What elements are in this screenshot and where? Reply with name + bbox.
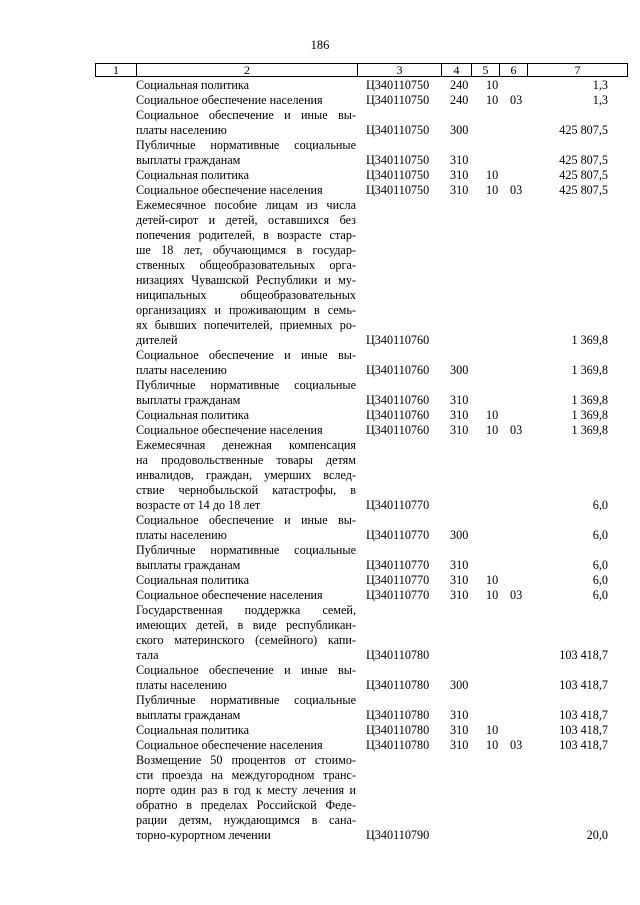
row-amount: 425 807,5 <box>559 153 608 167</box>
table-row <box>0 573 640 588</box>
row-amount: 6,0 <box>592 588 608 602</box>
row-name-line: Публичные нормативные социальные <box>136 543 356 557</box>
row-name <box>136 348 356 378</box>
table-row <box>0 168 640 183</box>
row-name-line: Публичные нормативные социальные <box>136 378 356 392</box>
row-name-line: выплаты гражданам <box>136 558 241 572</box>
row-code: Ц340110780 <box>366 708 430 722</box>
row-name <box>136 78 356 93</box>
header-col-4: 4 <box>442 64 472 76</box>
row-name-line: Социальное обеспечение населения <box>136 738 323 752</box>
row-name-line: возрасте от 14 до 18 лет <box>136 498 261 512</box>
row-name-line: Социальное обеспечение населения <box>136 588 323 602</box>
row-col-4: 300 <box>450 123 469 137</box>
row-name-line: Ежемесячное пособие лицам из числа <box>136 198 356 212</box>
row-name-line: выплаты гражданам <box>136 393 241 407</box>
row-col-5: 10 <box>486 573 499 587</box>
row-code: Ц340110780 <box>366 648 430 662</box>
row-col-4: 310 <box>450 423 469 437</box>
budget-table-body <box>0 78 640 843</box>
row-name-line: Социальная политика <box>136 408 250 422</box>
row-code: Ц340110750 <box>366 93 430 107</box>
row-col-4: 310 <box>450 708 469 722</box>
table-row <box>0 378 640 408</box>
row-name <box>136 168 356 183</box>
row-name-line: обратно в пределах Российской Феде- <box>136 798 356 812</box>
row-name <box>136 138 356 168</box>
table-row <box>0 438 640 513</box>
row-amount: 1 369,8 <box>571 423 608 437</box>
table-row <box>0 663 640 693</box>
row-name-line: Социальное обеспечение населения <box>136 93 323 107</box>
row-amount: 20,0 <box>586 828 608 842</box>
row-code: Ц340110750 <box>366 78 430 92</box>
row-amount: 103 418,7 <box>559 678 608 692</box>
row-col-5: 10 <box>486 423 499 437</box>
row-amount: 425 807,5 <box>559 123 608 137</box>
row-amount: 1,3 <box>592 93 608 107</box>
row-name <box>136 603 356 663</box>
table-row <box>0 753 640 843</box>
row-amount: 1 369,8 <box>571 363 608 377</box>
row-amount: 6,0 <box>592 528 608 542</box>
row-col-4: 310 <box>450 408 469 422</box>
row-code: Ц340110760 <box>366 333 430 347</box>
row-name-line: ствие чернобыльской катастрофы, в <box>136 483 356 497</box>
row-name <box>136 423 356 438</box>
row-col-5: 10 <box>486 93 499 107</box>
row-code: Ц340110760 <box>366 393 430 407</box>
row-amount: 1,3 <box>592 78 608 92</box>
row-name-line: Социальное обеспечение и иные вы- <box>136 348 356 362</box>
row-name-line: тала <box>136 648 159 662</box>
row-name-line: платы населению <box>136 678 227 692</box>
row-name-line: детей-сирот и детей, оставшихся без <box>136 213 356 227</box>
row-col-5: 10 <box>486 78 499 92</box>
row-name <box>136 183 356 198</box>
row-name <box>136 753 356 843</box>
row-name-line: Государственная поддержка семей, <box>136 603 356 617</box>
row-col-4: 300 <box>450 363 469 377</box>
row-name-line: ях бывших попечителей, приемных ро- <box>136 318 356 332</box>
row-name-line: попечения родителей, в возрасте стар- <box>136 228 356 242</box>
row-code: Ц340110750 <box>366 153 430 167</box>
row-name-line: Публичные нормативные социальные <box>136 693 356 707</box>
table-row <box>0 588 640 603</box>
row-col-4: 300 <box>450 678 469 692</box>
table-row <box>0 108 640 138</box>
row-name-line: платы населению <box>136 123 227 137</box>
table-row <box>0 408 640 423</box>
table-row <box>0 198 640 348</box>
row-name-line: ше 18 лет, обучающимся в государ- <box>136 243 356 257</box>
row-name-line: порте один раз в год к месту лечения и <box>136 783 356 797</box>
row-name <box>136 513 356 543</box>
row-name-line: инвалидов, граждан, умерших вслед- <box>136 468 356 482</box>
row-code: Ц340110750 <box>366 123 430 137</box>
row-code: Ц340110790 <box>366 828 430 842</box>
row-amount: 425 807,5 <box>559 168 608 182</box>
table-row <box>0 93 640 108</box>
row-name <box>136 663 356 693</box>
row-amount: 1 369,8 <box>571 393 608 407</box>
row-name <box>136 108 356 138</box>
row-name-line: рации детям, нуждающимся в сана- <box>136 813 356 827</box>
row-name <box>136 543 356 573</box>
row-name-line: Социальная политика <box>136 78 250 92</box>
row-name <box>136 198 356 348</box>
row-col-5: 10 <box>486 723 499 737</box>
table-row <box>0 138 640 168</box>
row-code: Ц340110760 <box>366 363 430 377</box>
row-name-line: Ежемесячная денежная компенсация <box>136 438 356 452</box>
table-row <box>0 183 640 198</box>
row-col-4: 310 <box>450 588 469 602</box>
row-col-4: 310 <box>450 183 469 197</box>
row-name-line: имеющих детей, в виде республикан- <box>136 618 356 632</box>
row-name <box>136 93 356 108</box>
row-col-4: 310 <box>450 153 469 167</box>
header-col-3: 3 <box>358 64 442 76</box>
table-header <box>95 63 628 77</box>
row-name <box>136 693 356 723</box>
row-name-line: выплаты гражданам <box>136 153 241 167</box>
row-code: Ц340110770 <box>366 528 430 542</box>
row-amount: 103 418,7 <box>559 648 608 662</box>
row-col-5: 10 <box>486 183 499 197</box>
row-name-line: торно-курортном лечении <box>136 828 271 842</box>
row-name-line: Социальное обеспечение населения <box>136 423 323 437</box>
header-col-6: 6 <box>500 64 528 76</box>
row-name-line: ственных общеобразовательных орга- <box>136 258 356 272</box>
row-name-line: Социальное обеспечение и иные вы- <box>136 513 356 527</box>
row-col-6: 03 <box>510 588 523 602</box>
row-name <box>136 378 356 408</box>
row-name <box>136 438 356 513</box>
row-code: Ц340110780 <box>366 738 430 752</box>
row-code: Ц340110780 <box>366 678 430 692</box>
row-code: Ц340110770 <box>366 498 430 512</box>
row-code: Ц340110780 <box>366 723 430 737</box>
row-name-line: Социальная политика <box>136 168 250 182</box>
row-col-4: 310 <box>450 723 469 737</box>
row-name-line: на продовольственные товары детям <box>136 453 356 467</box>
row-col-6: 03 <box>510 93 523 107</box>
row-col-4: 310 <box>450 738 469 752</box>
row-col-4: 310 <box>450 573 469 587</box>
row-col-4: 300 <box>450 528 469 542</box>
row-name-line: Социальная политика <box>136 723 250 737</box>
row-col-5: 10 <box>486 168 499 182</box>
row-col-4: 240 <box>450 78 469 92</box>
row-col-6: 03 <box>510 423 523 437</box>
row-code: Ц340110760 <box>366 423 430 437</box>
row-name-line: Возмещение 50 процентов от стоимо- <box>136 753 356 767</box>
table-row <box>0 78 640 93</box>
row-name-line: организациях и проживающим в семь- <box>136 303 356 317</box>
row-name-line: ского материнского (семейного) капи- <box>136 633 356 647</box>
row-amount: 6,0 <box>592 498 608 512</box>
row-col-5: 10 <box>486 738 499 752</box>
row-amount: 1 369,8 <box>571 333 608 347</box>
table-row <box>0 738 640 753</box>
row-name <box>136 738 356 753</box>
row-amount: 6,0 <box>592 558 608 572</box>
row-col-4: 310 <box>450 393 469 407</box>
row-col-6: 03 <box>510 183 523 197</box>
row-code: Ц340110770 <box>366 558 430 572</box>
row-code: Ц340110760 <box>366 408 430 422</box>
row-name-line: платы населению <box>136 363 227 377</box>
header-col-2: 2 <box>137 64 358 76</box>
page-number: 186 <box>310 38 330 52</box>
table-row <box>0 723 640 738</box>
row-col-4: 310 <box>450 558 469 572</box>
row-amount: 1 369,8 <box>571 408 608 422</box>
row-amount: 103 418,7 <box>559 708 608 722</box>
row-code: Ц340110750 <box>366 183 430 197</box>
row-amount: 6,0 <box>592 573 608 587</box>
row-amount: 425 807,5 <box>559 183 608 197</box>
row-code: Ц340110770 <box>366 588 430 602</box>
row-name-line: Публичные нормативные социальные <box>136 138 356 152</box>
header-col-1: 1 <box>96 64 137 76</box>
row-name <box>136 723 356 738</box>
row-name-line: Социальная политика <box>136 573 250 587</box>
row-col-4: 240 <box>450 93 469 107</box>
row-name-line: платы населению <box>136 528 227 542</box>
header-col-7: 7 <box>574 63 581 77</box>
row-name-line: низациях Чувашской Республики и му- <box>136 273 356 287</box>
row-name-line: сти проезда на междугородном транс- <box>136 768 356 782</box>
row-code: Ц340110770 <box>366 573 430 587</box>
row-name-line: Социальное обеспечение населения <box>136 183 323 197</box>
row-name-line: ниципальных общеобразовательных <box>136 288 356 302</box>
row-col-5: 10 <box>486 408 499 422</box>
table-row <box>0 348 640 378</box>
row-name <box>136 588 356 603</box>
table-row <box>0 513 640 543</box>
table-row <box>0 423 640 438</box>
table-row <box>0 693 640 723</box>
row-name-line: Социальное обеспечение и иные вы- <box>136 663 356 677</box>
row-name-line: Социальное обеспечение и иные вы- <box>136 108 356 122</box>
table-row <box>0 543 640 573</box>
row-name <box>136 573 356 588</box>
row-name <box>136 408 356 423</box>
table-row <box>0 603 640 663</box>
row-amount: 103 418,7 <box>559 738 608 752</box>
row-col-5: 10 <box>486 588 499 602</box>
row-col-6: 03 <box>510 738 523 752</box>
row-name-line: выплаты гражданам <box>136 708 241 722</box>
header-col-5: 5 <box>472 64 500 76</box>
row-amount: 103 418,7 <box>559 723 608 737</box>
row-code: Ц340110750 <box>366 168 430 182</box>
row-name-line: дителей <box>136 333 178 347</box>
row-col-4: 310 <box>450 168 469 182</box>
